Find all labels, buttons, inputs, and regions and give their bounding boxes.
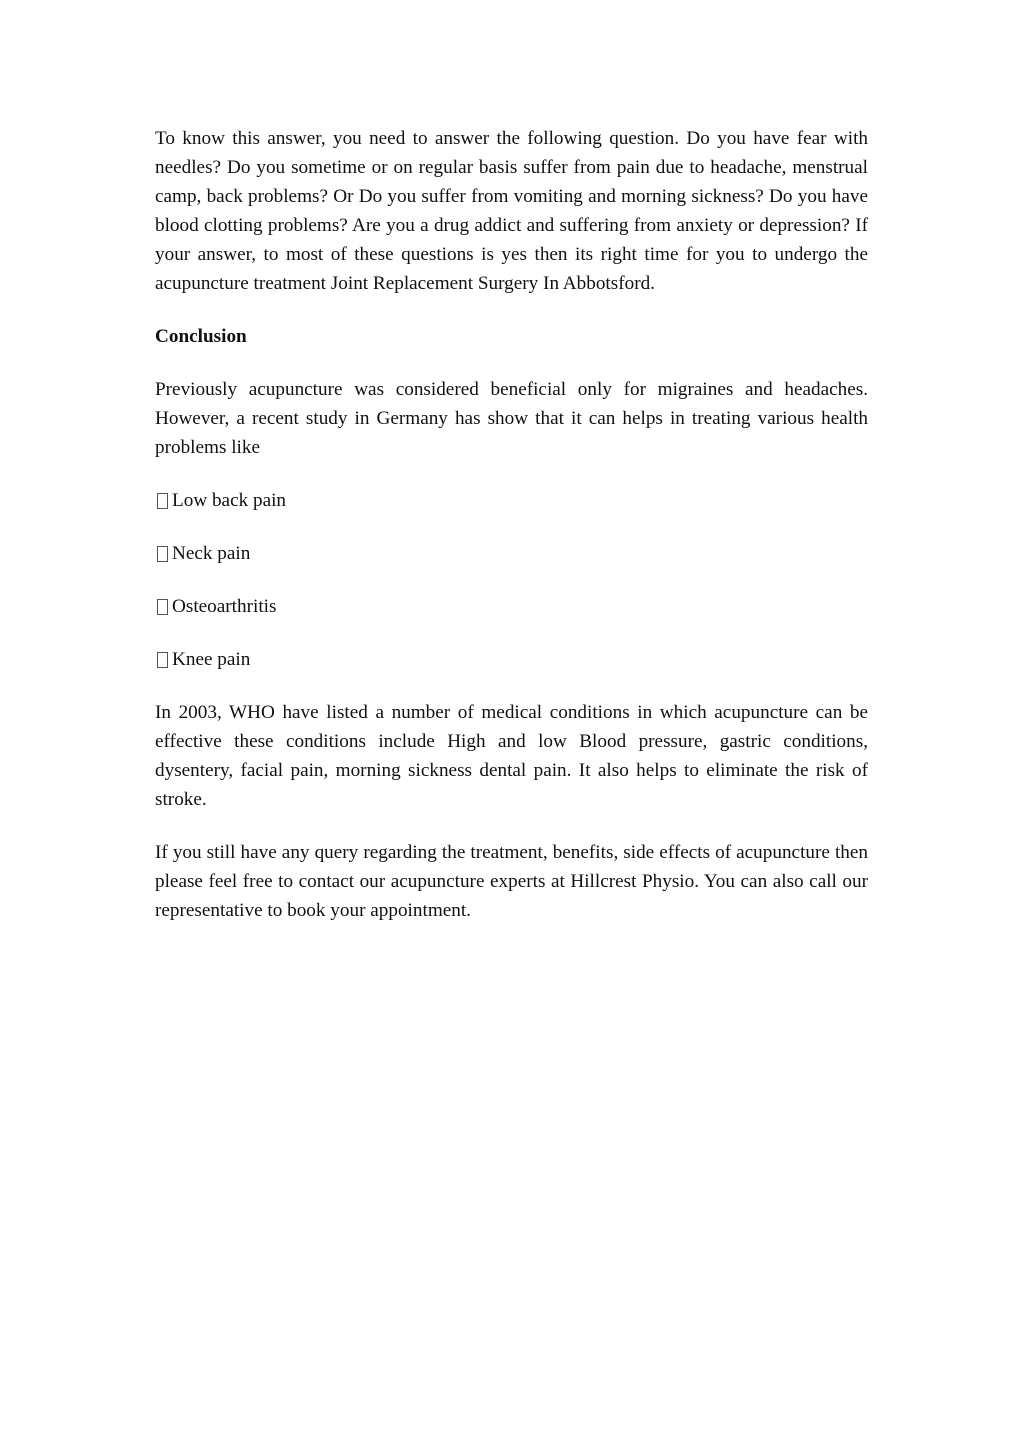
list-item-label: Neck pain [172,543,251,564]
list-item [155,645,868,674]
missing-glyph-box-icon [157,546,168,562]
list-item [155,539,868,568]
list-item [155,486,868,515]
missing-glyph-box-icon [157,599,168,615]
body-paragraph: To know this answer, you need to answer the following question. Do you have fear with needles? Do you sometime or on regular basis suffer from pain due to headache, menstrual camp, back problems? Or Do you suffer from vomiting and morning sickness? Do you have blood clotting problems? Are you a drug addict and suffering from anxiety or depression? If your answer, to most of these questions is yes then its right time for you to undergo the acupuncture treatment Joint Replacement Surgery In Abbotsford. [155,128,868,294]
intro-paragraph: Previously acupuncture was considered beneficial only for migraines and headaches. However, a recent study in Germany has show that it can helps in treating various health problems like [155,379,868,458]
list-item [155,592,868,621]
section-heading: Conclusion [155,326,247,347]
missing-glyph-box-icon [157,493,168,509]
document-page [155,124,868,949]
contact-paragraph: If you still have any query regarding the treatment, benefits, side effects of acupuncture then please feel free to contact our acupuncture experts at Hillcrest Physio. You can also call our representative to book your appointment. [155,842,868,921]
who-paragraph: In 2003, WHO have listed a number of medical conditions in which acupuncture can be effective these conditions include High and low Blood pressure, gastric conditions, dysentery, facial pain, morning sickness dental pain. It also helps to eliminate the risk of stroke. [155,702,868,810]
list-item-label: Knee pain [172,649,251,670]
conditions-list [155,486,868,674]
list-item-label: Low back pain [172,490,287,511]
list-item-label: Osteoarthritis [172,596,277,617]
missing-glyph-box-icon [157,652,168,668]
